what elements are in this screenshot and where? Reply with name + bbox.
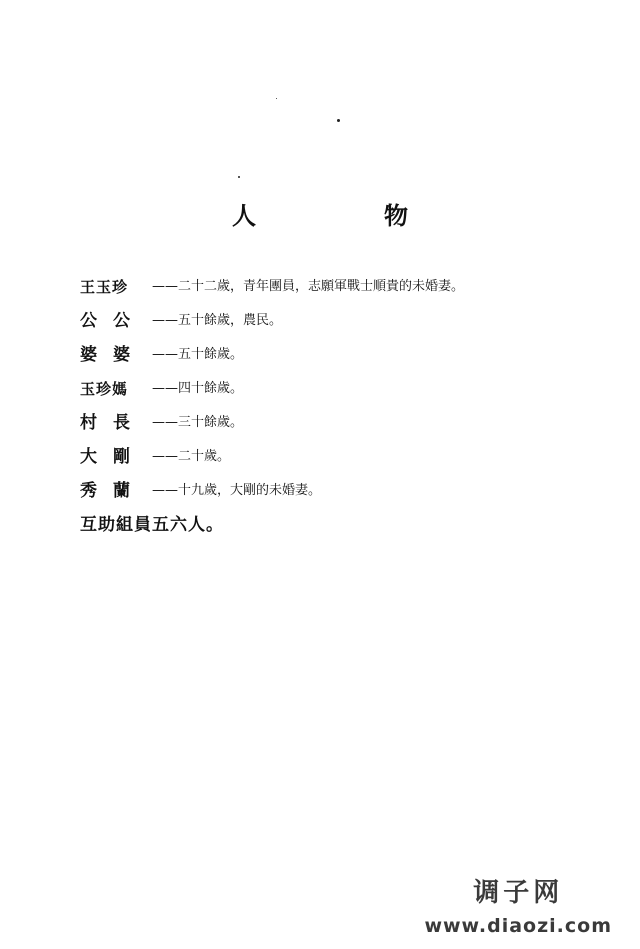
cast-list (80, 272, 600, 544)
character-name: 村長 (80, 413, 146, 433)
print-speck (337, 119, 340, 122)
character-description: ——十九歲，大剛的未婚妻。 (152, 483, 322, 498)
list-item (80, 306, 600, 340)
list-item (80, 476, 600, 510)
page-title: 人 物 (232, 202, 460, 230)
print-speck (238, 176, 240, 178)
character-description: ——二十歲。 (152, 449, 231, 464)
character-name: 大剛 (80, 447, 146, 467)
character-name: 互助組員五六人。 (80, 515, 224, 535)
watermark-url: www.diaozi.com (424, 915, 612, 937)
list-item (80, 374, 600, 408)
list-item (80, 408, 600, 442)
list-item (80, 442, 600, 476)
character-name: 王玉珍 (80, 278, 129, 296)
watermark (424, 872, 612, 937)
list-item (80, 510, 600, 544)
character-name: 秀蘭 (80, 481, 146, 501)
watermark-site-name: 调子网 (473, 878, 564, 908)
character-description: ——二十二歲，青年團員，志願軍戰士順貴的未婚妻。 (152, 279, 465, 294)
character-description: ——五十餘歲。 (152, 347, 244, 362)
character-description: ——三十餘歲。 (152, 415, 244, 430)
list-item (80, 272, 600, 306)
character-description: ——五十餘歲，農民。 (152, 313, 283, 328)
list-item (80, 340, 600, 374)
character-description: ——四十餘歲。 (152, 381, 244, 396)
character-name: 玉珍媽 (80, 380, 129, 398)
print-speck (276, 98, 277, 99)
character-name: 公公 (80, 311, 146, 331)
character-name: 婆婆 (80, 345, 146, 365)
